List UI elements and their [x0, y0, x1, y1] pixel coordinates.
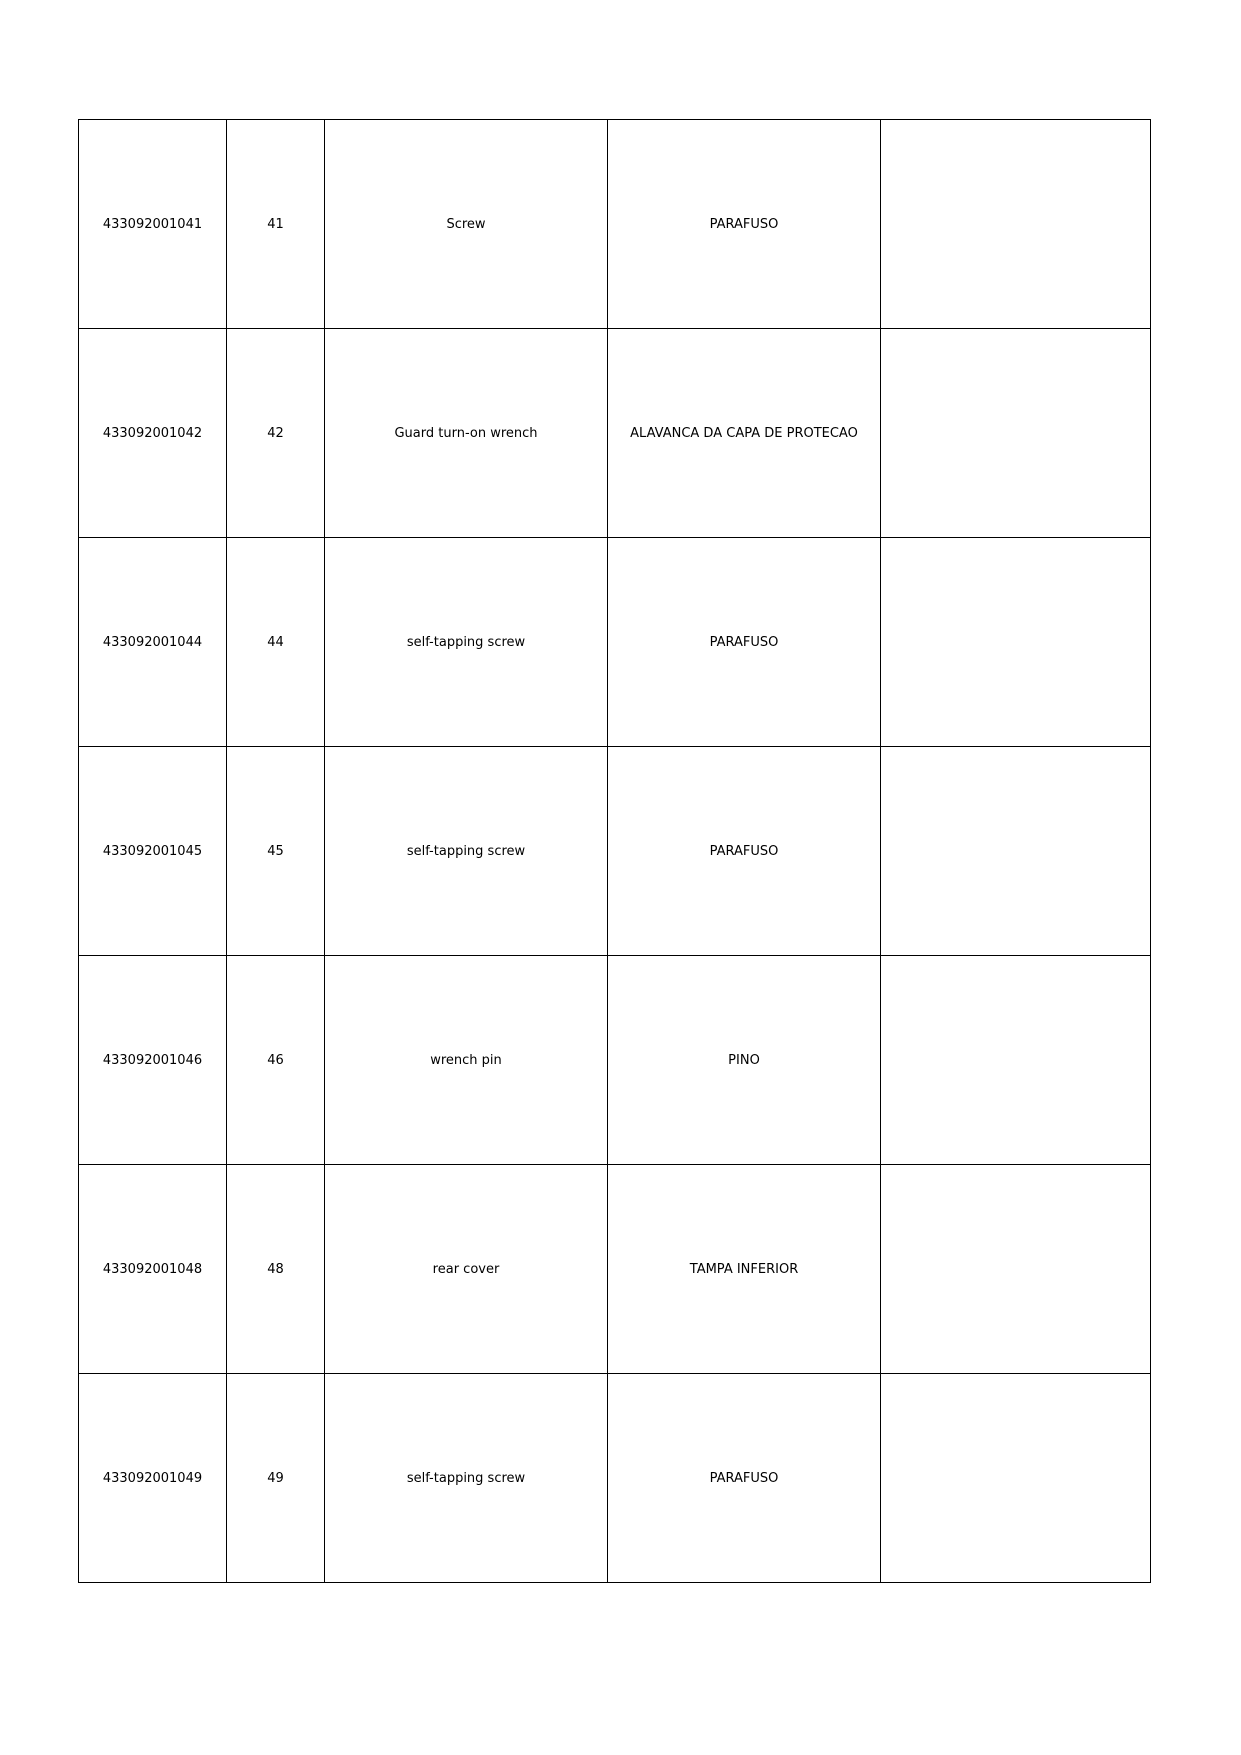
position-cell: 44: [227, 538, 325, 747]
table-row: [79, 120, 1151, 329]
position-cell: 49: [227, 1374, 325, 1583]
position-cell: 45: [227, 747, 325, 956]
part-code-cell: 433092001046: [79, 956, 227, 1165]
table-row: [79, 538, 1151, 747]
table-row: [79, 329, 1151, 538]
notes-cell: [881, 1165, 1151, 1374]
table-row: [79, 956, 1151, 1165]
description-pt-cell: TAMPA INFERIOR: [608, 1165, 881, 1374]
position-cell: 48: [227, 1165, 325, 1374]
description-pt-cell: PINO: [608, 956, 881, 1165]
part-code-cell: 433092001041: [79, 120, 227, 329]
description-pt-cell: PARAFUSO: [608, 1374, 881, 1583]
position-cell: 42: [227, 329, 325, 538]
part-code-cell: 433092001045: [79, 747, 227, 956]
table-row: [79, 1374, 1151, 1583]
description-en-cell: self-tapping screw: [325, 747, 608, 956]
description-pt-cell: PARAFUSO: [608, 538, 881, 747]
part-code-cell: 433092001042: [79, 329, 227, 538]
notes-cell: [881, 329, 1151, 538]
position-cell: 46: [227, 956, 325, 1165]
part-code-cell: 433092001044: [79, 538, 227, 747]
table-row: [79, 747, 1151, 956]
notes-cell: [881, 120, 1151, 329]
notes-cell: [881, 956, 1151, 1165]
description-en-cell: Screw: [325, 120, 608, 329]
description-en-cell: self-tapping screw: [325, 538, 608, 747]
part-code-cell: 433092001048: [79, 1165, 227, 1374]
parts-table: [78, 119, 1151, 1583]
description-en-cell: wrench pin: [325, 956, 608, 1165]
table-row: [79, 1165, 1151, 1374]
notes-cell: [881, 747, 1151, 956]
description-en-cell: rear cover: [325, 1165, 608, 1374]
description-pt-cell: PARAFUSO: [608, 747, 881, 956]
description-pt-cell: ALAVANCA DA CAPA DE PROTECAO: [608, 329, 881, 538]
notes-cell: [881, 1374, 1151, 1583]
notes-cell: [881, 538, 1151, 747]
description-en-cell: Guard turn-on wrench: [325, 329, 608, 538]
position-cell: 41: [227, 120, 325, 329]
description-en-cell: self-tapping screw: [325, 1374, 608, 1583]
part-code-cell: 433092001049: [79, 1374, 227, 1583]
description-pt-cell: PARAFUSO: [608, 120, 881, 329]
